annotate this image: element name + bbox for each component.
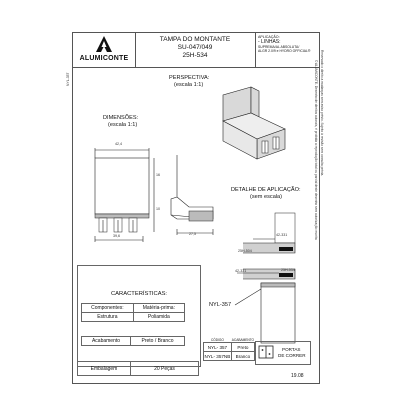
sliding-door-icon xyxy=(258,344,274,360)
col-code-header: CÓDIGO xyxy=(210,337,224,342)
part-title: TAMPA DO MONTANTE xyxy=(159,36,231,43)
col-component-header: Componentes: xyxy=(82,304,134,313)
application-lines: - LINHAS: xyxy=(258,39,281,45)
app-ref-1: 42-331 xyxy=(276,233,288,237)
app-ref-2: 25H-504 xyxy=(238,249,252,253)
application-text-1: SUPREMA/AL ABSOLUTA/ xyxy=(258,45,300,49)
materials-table xyxy=(81,303,185,322)
application-text-2: ALGR 2.0/9 e HYDRO OFFICIAL® xyxy=(258,49,311,53)
packaging-value: 20 Peças xyxy=(131,362,199,376)
dim-bottom-width: 39,6 xyxy=(113,234,120,238)
technical-drawing-sheet xyxy=(72,32,320,384)
brand-name: ALUMICONTE xyxy=(79,55,129,62)
finish-table xyxy=(81,336,185,346)
application-scale: (sem escala) xyxy=(250,194,283,200)
brand-logo-icon xyxy=(95,35,113,53)
application-heading: APLICAÇÃO: xyxy=(258,35,280,39)
header-block xyxy=(73,33,319,68)
app-ref-4: 25H-534 xyxy=(281,268,295,272)
material-cell: Poliamida xyxy=(133,313,184,322)
disclaimer-text-1: Reservado o direito a mudanças sem aviso prévio. Sujeito à revisão sem consulta prévia. xyxy=(320,50,324,177)
col-finish-header: ACABAMENTO xyxy=(231,337,255,342)
app-ref-5: NYL-357 xyxy=(209,302,232,308)
dimensions-scale: (escala 1:1) xyxy=(108,122,138,128)
sliding-door-box xyxy=(255,341,311,365)
part-code: SU-047/049 xyxy=(177,44,213,51)
perspective-scale: (escala 1:1) xyxy=(174,82,204,88)
dim-height-upper: 16 xyxy=(156,173,160,177)
finish-label: Acabamento xyxy=(82,337,131,346)
component-cell: Estrutura xyxy=(82,313,134,322)
dim-top-width: 42,4 xyxy=(115,142,122,146)
finish-value: Preto / Branco xyxy=(131,337,185,346)
perspective-label: PERSPECTIVA: xyxy=(169,75,210,81)
door-label-2: DE CORRER xyxy=(278,353,306,358)
revision-date: 19.08 xyxy=(291,373,304,379)
app-ref-3: 42-331 xyxy=(235,269,247,273)
application-drawing xyxy=(233,203,313,353)
part-ref: 25H-534 xyxy=(182,52,208,59)
dim-height-lower: 10 xyxy=(156,207,160,211)
side-view-drawing xyxy=(167,153,227,243)
packaging-table xyxy=(77,361,199,376)
codes-table xyxy=(203,337,255,361)
packaging-label: Embalagem xyxy=(78,362,131,376)
col-material-header: Matéria-prima: xyxy=(133,304,184,313)
logo-cell xyxy=(73,33,136,67)
characteristics-title: CARACTERÍSTICAS: xyxy=(111,291,168,297)
finish-cell: Preto xyxy=(231,343,254,352)
side-part-code: NYL-357 xyxy=(66,72,70,86)
disclaimer-text-2: © ALUMICONTE. Desenho de direitos autorais, é proibida a reprodução total ou parcial deste desenho sem autorização escrita xyxy=(314,60,318,240)
table-row xyxy=(204,343,255,352)
dim-side-width: 27,5 xyxy=(189,232,196,236)
application-cell xyxy=(255,33,319,67)
table-row xyxy=(204,352,255,361)
front-view-drawing xyxy=(87,138,159,248)
title-cell xyxy=(135,33,256,67)
door-label-1: PORTAS xyxy=(282,347,301,352)
dimensions-label: DIMENSÕES: xyxy=(103,115,139,121)
finish-cell: Branco xyxy=(231,352,254,361)
application-label: DETALHE DE APLICAÇÃO: xyxy=(231,187,301,193)
code-cell: NYL- 357 xyxy=(204,343,232,352)
code-cell: NYL- 357NB xyxy=(204,353,231,359)
